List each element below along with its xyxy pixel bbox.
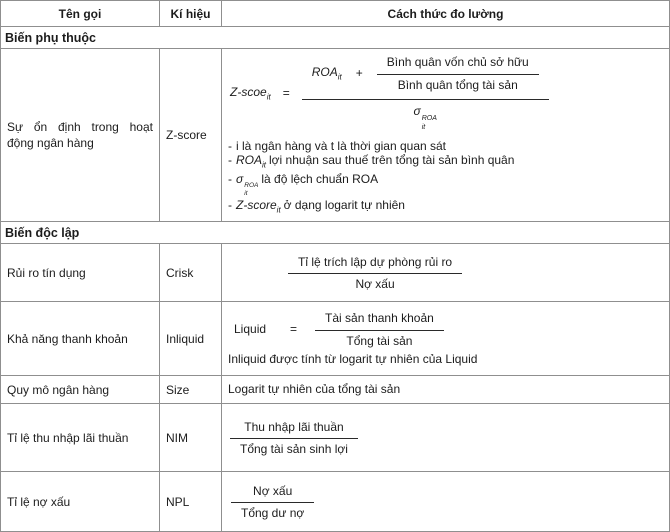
zscore-note-2: - $ROA_{it}$ lợi nhuận sau thuế trên tổng tài sản bình quân [228,152,515,170]
section-dependent-label: Biến phụ thuộc [1,27,670,49]
zscore-measure-cell [222,49,670,222]
zscore-fraction-denominator: σ ROA it [413,104,437,131]
size-symbol: Size [160,376,222,404]
zscore-name: Sự ổn định trong hoạt động ngân hàng [1,49,160,222]
formula-lhs: Z-scoe$_{it}$ [230,84,271,101]
zscore-note-3: - σ ROA it là độ lệch chuẩn ROA [228,172,379,198]
zscore-symbol: Z-score [160,49,222,222]
npl-name: Tỉ lệ nợ xấu [1,472,160,532]
roa-term: $ROA_{it}$ [311,65,342,82]
table-row [1,376,670,404]
section-independent-row [1,222,670,244]
nim-fraction: $\frac{\text{Thu nhập lãi thuần}}{\text{Tổng tài sản sinh lợi}}$ [230,420,358,458]
header-cell-measure: Cách thức đo lường [222,1,670,27]
inliquid-measure-cell [222,302,670,376]
crisk-name: Rủi ro tín dụng [1,244,160,302]
table-row [1,49,670,222]
equity-assets-fraction: $\frac{\text{Bình quân vốn chủ sở hữu}}{\text{Bình quân tổng tài sản}}$ [377,55,539,93]
equals-sign: = [282,85,290,100]
size-name: Quy mô ngân hàng [1,376,160,404]
plus-sign: + [355,66,363,81]
size-measure: Logarit tự nhiên của tổng tài sản [222,376,670,404]
crisk-symbol: Crisk [160,244,222,302]
zscore-formula [230,55,663,132]
equals-sign: = [290,322,298,337]
zscore-fraction-numerator [302,55,549,100]
table-row [1,302,670,376]
inliquid-symbol: Inliquid [160,302,222,376]
section-independent-label: Biến độc lập [1,222,670,244]
section-dependent-row [1,27,670,49]
table-row [1,404,670,472]
header-cell-name: Tên gọi [1,1,160,27]
nim-name: Tỉ lệ thu nhập lãi thuần [1,404,160,472]
header-cell-symbol: Kí hiệu [160,1,222,27]
crisk-measure-cell [222,244,670,302]
zscore-note-4: - Z-score$_{it}$ ở dạng logarit tự nhiên [228,197,405,215]
nim-measure-cell [222,404,670,472]
liquid-lhs: Liquid [234,322,267,337]
crisk-fraction: $\frac{\text{Tỉ lệ trích lập dự phòng rủi ro}}{\text{Nợ xấu}}$ [288,255,462,293]
nim-symbol: NIM [160,404,222,472]
npl-fraction: $\frac{\text{Nợ xấu}}{\text{Tổng dư nợ}}$ [231,484,314,522]
sigma-supsub: ROA it [421,115,437,131]
liquid-fraction: $\frac{\text{Tài sản thanh khoản}}{\text{Tổng tài sản}}$ [315,311,444,349]
table-row [1,244,670,302]
inliquid-note: Inliquid được tính từ logarit tự nhiên của Liquid [228,352,478,367]
zscore-big-fraction [302,55,549,132]
zscore-note-1: - i là ngân hàng và t là thời gian quan sát [228,138,447,153]
npl-symbol: NPL [160,472,222,532]
liquid-formula [234,311,663,349]
inliquid-name: Khả năng thanh khoản [1,302,160,376]
table-header-row [1,1,670,27]
